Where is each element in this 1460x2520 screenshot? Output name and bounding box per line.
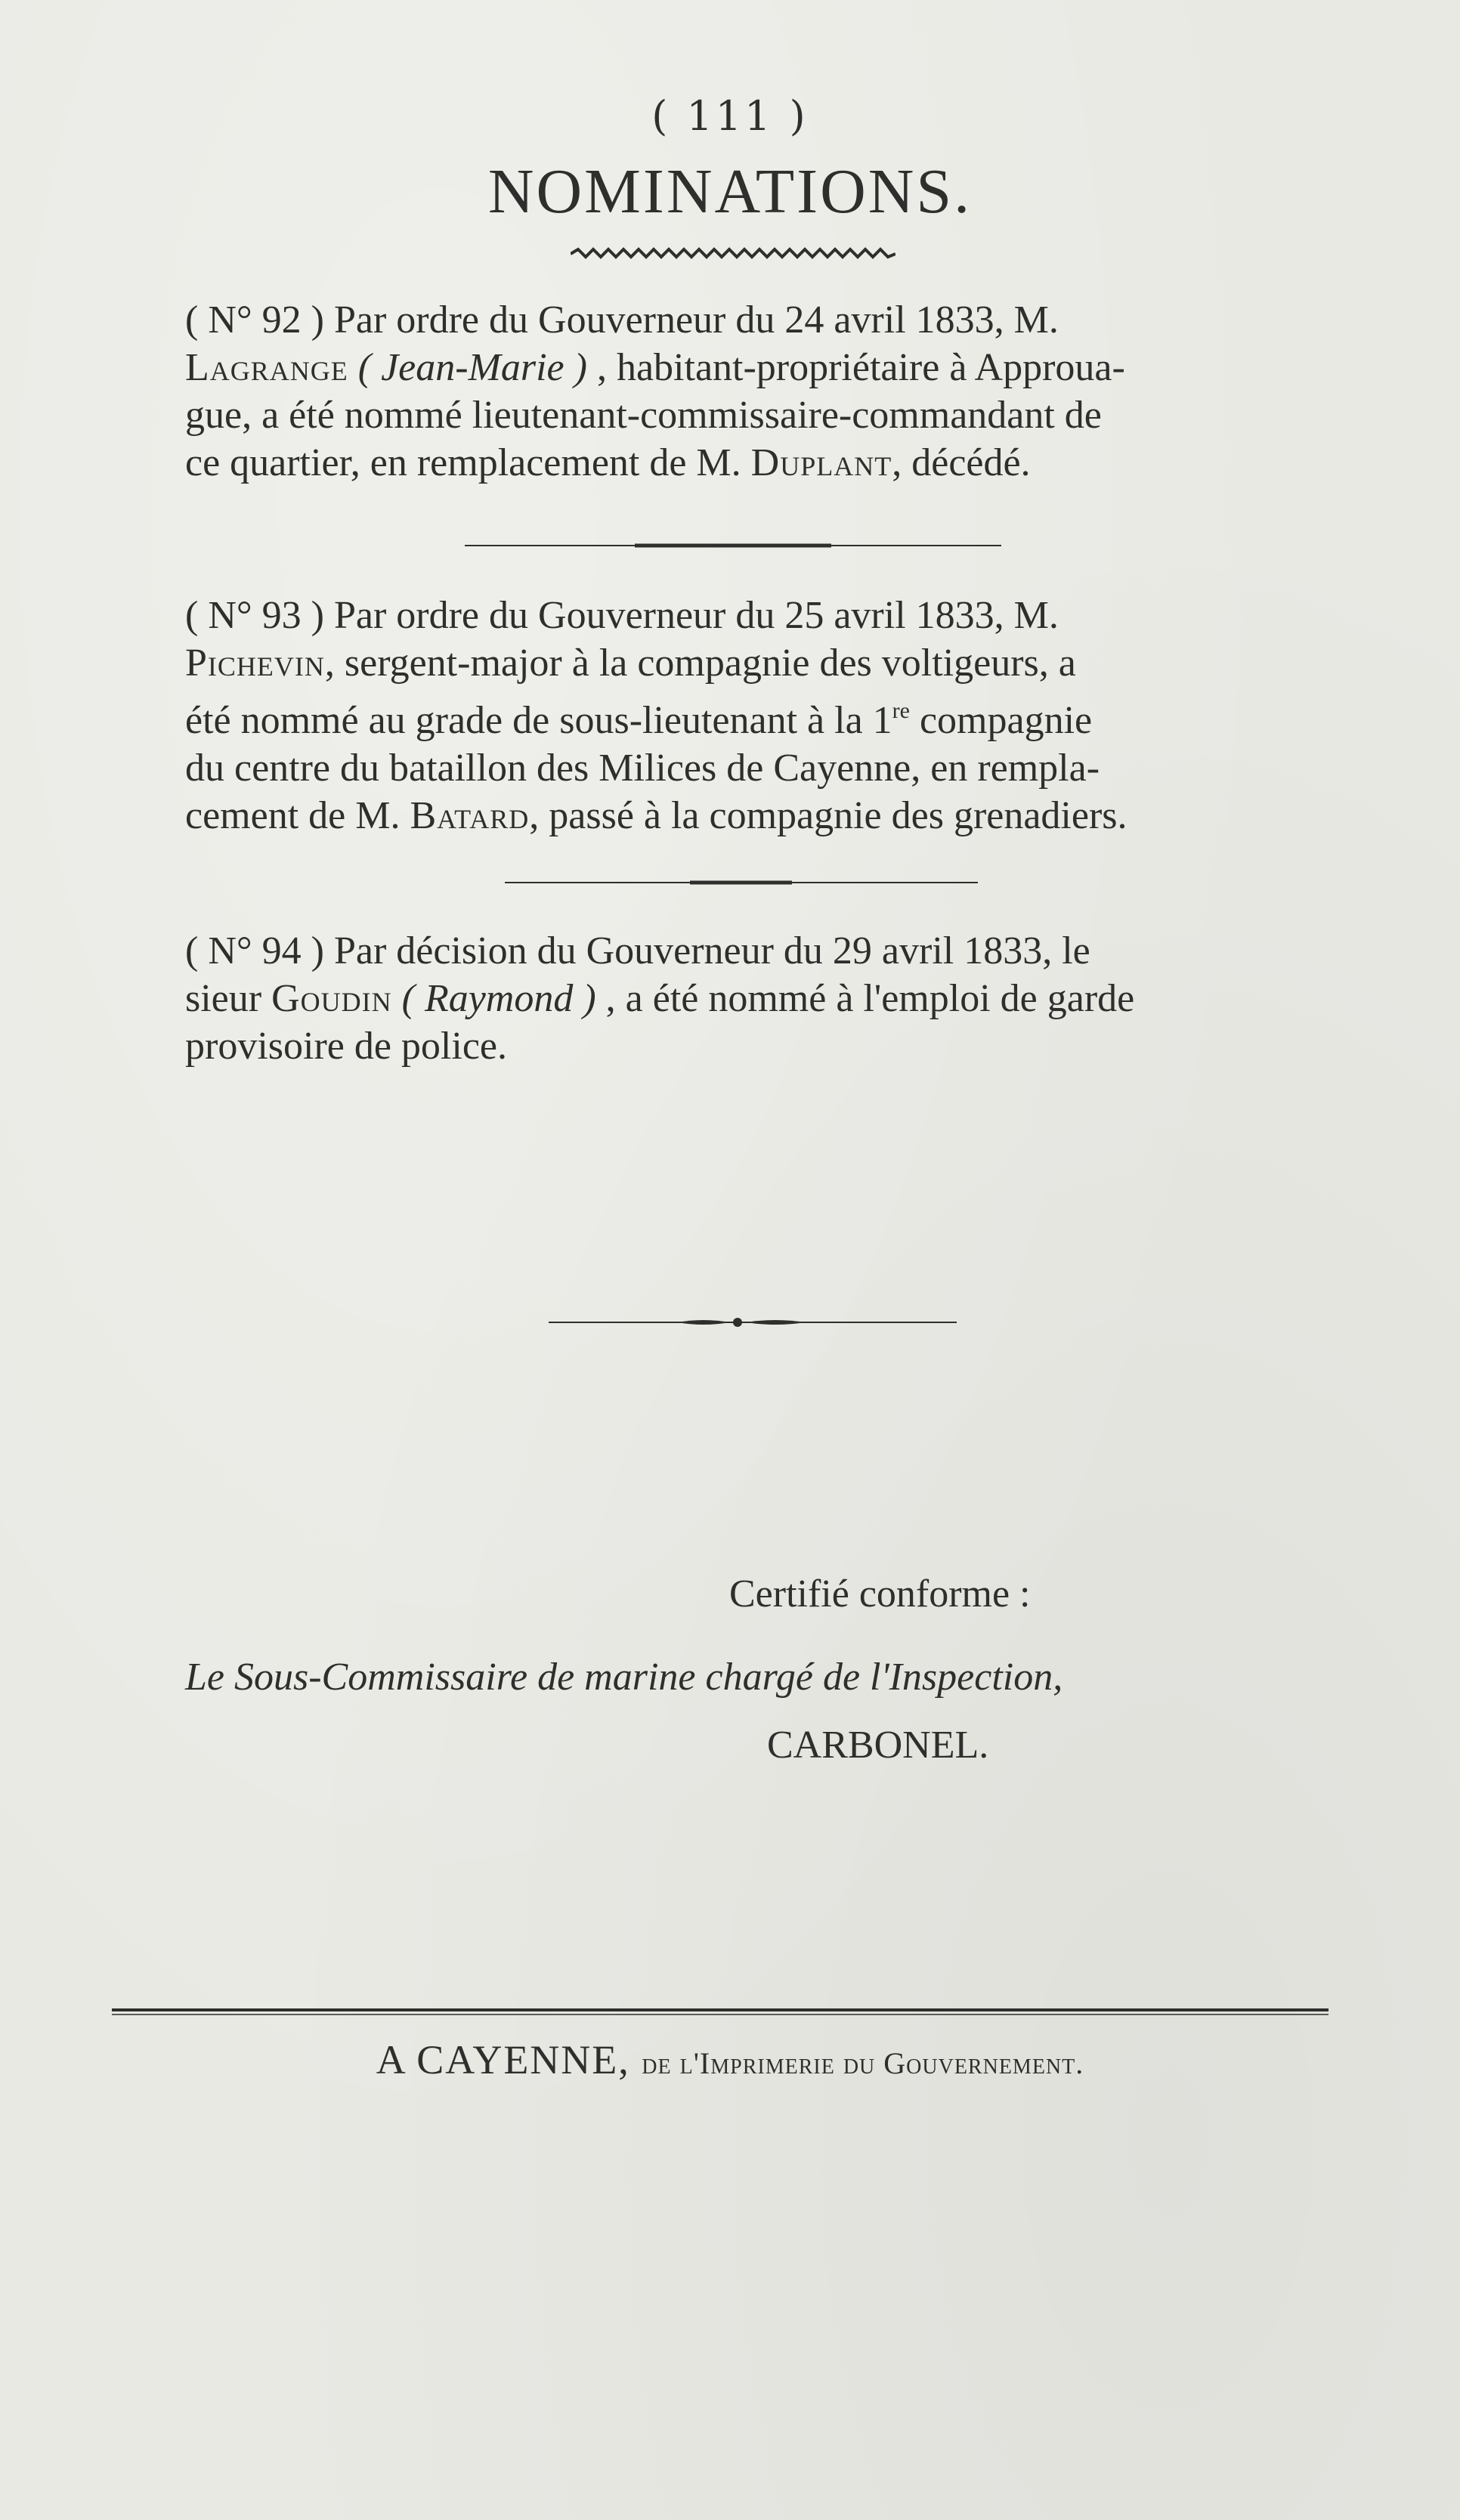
nomination-entry-94 [185, 927, 1364, 1070]
entry-line: ( N° 92 ) Par ordre du Gouverneur du 24 avril 1833, M. [185, 298, 1059, 342]
person-name: Pichevin [185, 642, 325, 685]
entry-line: Lagrange ( Jean-Marie ) , habitant-propriétaire à Approua- [185, 346, 1125, 389]
nomination-entry-92 [185, 296, 1364, 487]
entry-line: été nommé au grade de sous-lieutenant à la 1re compagnie [185, 698, 1093, 742]
entry-line: cement de M. Batard, passé à la compagnie des grenadiers. [185, 794, 1127, 837]
imprint-printer: de l'Imprimerie du Gouvernement. [642, 2046, 1084, 2080]
entry-line: du centre du bataillon des Milices de Cayenne, en rempla- [185, 747, 1100, 790]
person-forename: ( Raymond ) [391, 977, 606, 1020]
superscript: re [892, 698, 910, 723]
entry-line: gue, a été nommé lieutenant-commissaire-commandant de [185, 394, 1102, 437]
section-heading: NOMINATIONS. [487, 156, 973, 227]
certifier-title: Le Sous-Commissaire de marine chargé de l'Inspection, [185, 1656, 1063, 1699]
entry-line: provisoire de police. [185, 1025, 507, 1068]
page-number: ( 111 ) [651, 92, 809, 140]
nomination-entry-93 [185, 592, 1364, 839]
certification-label: Certifié conforme : [729, 1572, 1031, 1616]
certifier-name: CARBONEL. [767, 1724, 989, 1767]
person-name: Duplant [750, 441, 892, 484]
entry-line: sieur Goudin ( Raymond ) , a été nommé à l'emploi de garde [185, 977, 1135, 1020]
heading-ornament [571, 246, 895, 262]
person-name: Batard [410, 794, 530, 837]
person-name: Goudin [271, 977, 392, 1020]
imprint-place: A CAYENNE, [376, 2037, 630, 2082]
entry-line: Pichevin, sergent-major à la compagnie des voltigeurs, a [185, 642, 1076, 685]
section-divider [465, 541, 1001, 550]
entry-line: ( N° 94 ) Par décision du Gouverneur du 29 avril 1833, le [185, 929, 1090, 972]
entry-line: ce quartier, en remplacement de M. Duplant, décédé. [185, 441, 1031, 484]
person-forename: ( Jean-Marie ) [348, 346, 597, 389]
printer-imprint [0, 2036, 1460, 2083]
entry-line: ( N° 93 ) Par ordre du Gouverneur du 25 avril 1833, M. [185, 594, 1059, 637]
person-name: Lagrange [185, 346, 348, 389]
end-ornament [549, 1316, 957, 1328]
imprint-rule [112, 2007, 1329, 2016]
section-divider [505, 878, 978, 887]
